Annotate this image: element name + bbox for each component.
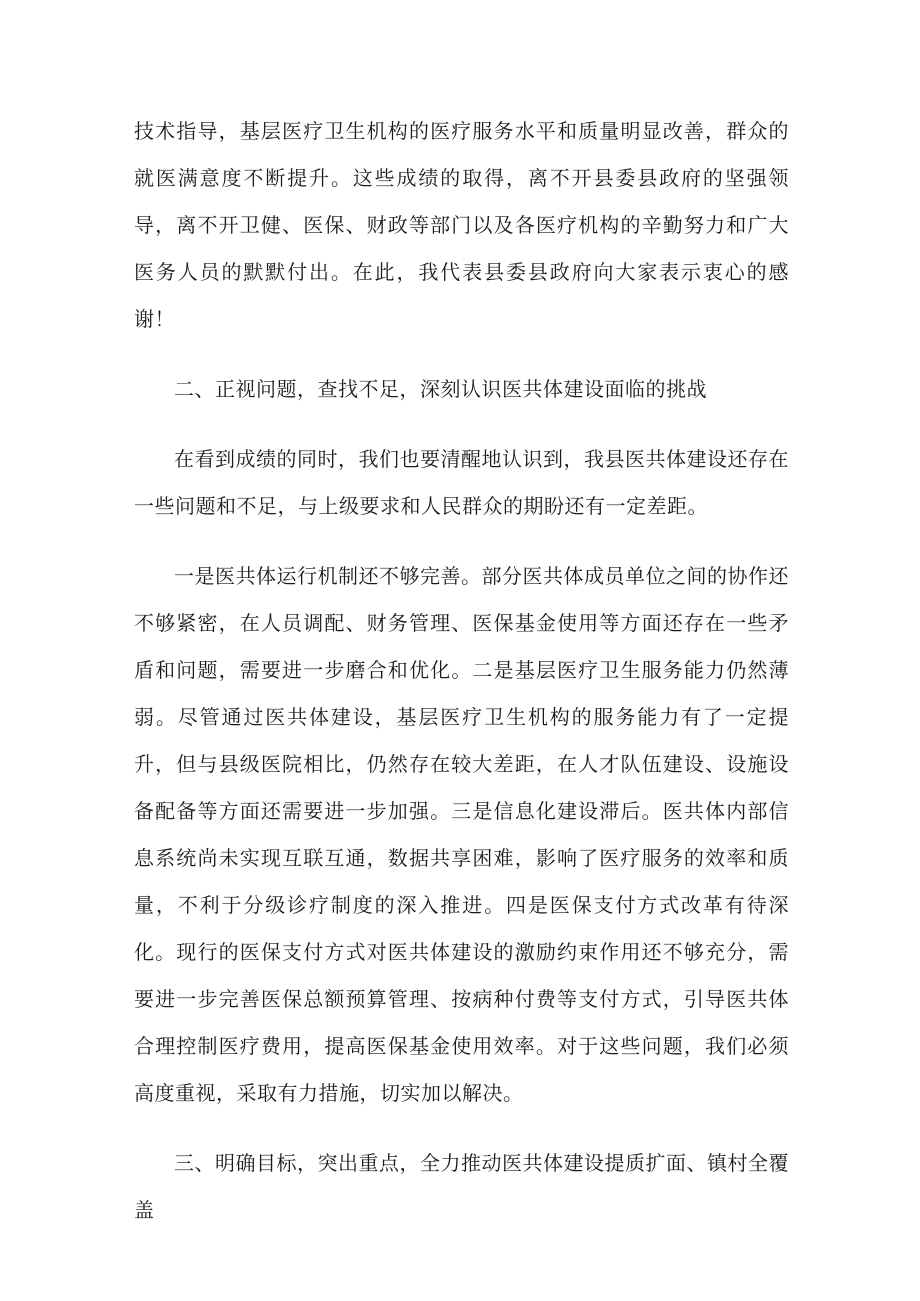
document-body bbox=[134, 108, 789, 1234]
intro-paragraph: 在看到成绩的同时，我们也要清醒地认识到，我县医共体建设还存在一些问题和不足，与上级要求和人民群众的期盼还有一定差距。 bbox=[134, 447, 789, 518]
section-heading-two: 二、正视问题，查找不足，深刻认识医共体建设面临的挑战 bbox=[174, 377, 707, 401]
problems-paragraph: 一是医共体运行机制还不够完善。部分医共体成员单位之间的协作还不够紧密，在人员调配、财务管理、医保基金使用等方面还存在一些矛盾和问题，需要进一步磨合和优化。二是基层医疗卫生服务能力仍然薄弱。尽管通过医共体建设，基层医疗卫生机构的服务能力有了一定提升，但与县级医院相比，仍然存在较大差距，在人才队伍建设、设施设备配备等方面还需要进一步加强。三是信息化建设滞后。医共体内部信息系统尚未实现互联互通，数据共享困难，影响了医疗服务的效率和质量，不利于分级诊疗制度的深入推进。四是医保支付方式改革有待深化。现行的医保支付方式对医共体建设的激励约束作用还不够充分，需要进一步完善医保总额预算管理、按病种付费等支付方式，引导医共体合理控制医疗费用，提高医保基金使用效率。对于这些问题，我们必须高度重视，采取有力措施，切实加以解决。 bbox=[134, 564, 789, 1105]
section-heading-three: 三、明确目标，突出重点，全力推动医共体建设提质扩面、镇村全覆盖 bbox=[134, 1151, 789, 1222]
continued-paragraph: 技术指导，基层医疗卫生机构的医疗服务水平和质量明显改善，群众的就医满意度不断提升。这些成绩的取得，离不开县委县政府的坚强领导，离不开卫健、医保、财政等部门以及各医疗机构的辛勤努力和广大医务人员的默默付出。在此，我代表县委县政府向大家表示衷心的感谢！ bbox=[134, 119, 789, 331]
